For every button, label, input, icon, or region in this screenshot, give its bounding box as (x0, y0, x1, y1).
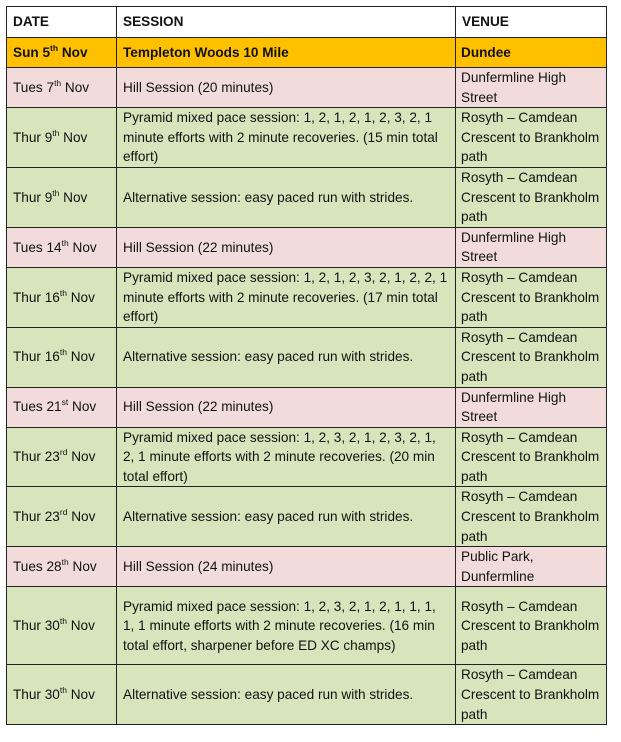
cell-date (7, 267, 117, 327)
table-row (7, 327, 607, 387)
date-ordinal-suffix: th (52, 127, 60, 138)
cell-venue: Dunfermline High Street (456, 387, 607, 427)
cell-venue: Dunfermline High Street (456, 68, 607, 108)
date-text: Thur 30 (13, 687, 60, 703)
header-date: DATE (7, 7, 117, 38)
date-ordinal-suffix: th (59, 347, 67, 358)
table-row (7, 167, 607, 227)
table-row (7, 665, 607, 725)
date-month: Nov (66, 618, 95, 634)
cell-venue: Rosyth – Camdean Crescent to Brankholm path (456, 665, 607, 725)
cell-venue: Rosyth – Camdean Crescent to Brankholm path (456, 167, 607, 227)
cell-session: Alternative session: easy paced run with strides. (117, 327, 456, 387)
table-row (7, 227, 607, 267)
date-month: Nov (66, 289, 95, 305)
date-ordinal-suffix: th (50, 42, 59, 53)
date-text: Tues 14 (13, 239, 62, 255)
cell-session: Alternative session: easy paced run with strides. (117, 487, 456, 547)
date-month: Nov (68, 399, 97, 415)
table-row (7, 267, 607, 327)
date-month: Nov (58, 44, 88, 60)
date-month: Nov (67, 449, 96, 465)
date-ordinal-suffix: th (59, 616, 67, 627)
cell-session: Pyramid mixed pace session: 1, 2, 3, 2, 1, 2, 3, 2, 1, 2, 1 minute efforts with 2 minute recoveries. (20 min total effort) (117, 427, 456, 487)
header-row (7, 7, 607, 38)
date-text: Tues 28 (13, 559, 62, 575)
cell-session: Hill Session (24 minutes) (117, 547, 456, 587)
cell-venue: Dunfermline High Street (456, 227, 607, 267)
cell-session: Pyramid mixed pace session: 1, 2, 1, 2, 1, 2, 3, 2, 1 minute efforts with 2 minute recoveries. (15 min total effort) (117, 108, 456, 168)
table-row (7, 427, 607, 487)
date-text: Thur 9 (13, 189, 53, 205)
table-row (7, 68, 607, 108)
cell-venue: Rosyth – Camdean Crescent to Brankholm path (456, 487, 607, 547)
table-row (7, 38, 607, 68)
cell-venue: Rosyth – Camdean Crescent to Brankholm path (456, 587, 607, 665)
table-row (7, 387, 607, 427)
date-text: Thur 23 (13, 509, 60, 525)
schedule-body (7, 38, 607, 725)
cell-session: Hill Session (22 minutes) (117, 227, 456, 267)
cell-session: Pyramid mixed pace session: 1, 2, 1, 2, 3, 2, 1, 2, 2, 1 minute efforts with 2 minute recoveries. (17 min total effort) (117, 267, 456, 327)
date-ordinal-suffix: th (52, 187, 60, 198)
date-text: Thur 23 (13, 449, 60, 465)
date-text: Thur 9 (13, 129, 53, 145)
cell-date (7, 167, 117, 227)
table-row (7, 547, 607, 587)
date-month: Nov (66, 349, 95, 365)
cell-session: Alternative session: easy paced run with strides. (117, 665, 456, 725)
date-ordinal-suffix: th (61, 237, 69, 248)
table-row (7, 587, 607, 665)
cell-venue: Public Park, Dunfermline (456, 547, 607, 587)
date-ordinal-suffix: rd (59, 447, 68, 458)
cell-venue: Rosyth – Camdean Crescent to Brankholm path (456, 427, 607, 487)
cell-venue: Rosyth – Camdean Crescent to Brankholm path (456, 327, 607, 387)
date-text: Tues 21 (13, 399, 62, 415)
date-ordinal-suffix: rd (59, 507, 68, 518)
date-text: Sun 5 (13, 44, 51, 60)
date-text: Tues 7 (13, 79, 55, 95)
date-ordinal-suffix: th (59, 287, 67, 298)
date-month: Nov (67, 509, 96, 525)
date-month: Nov (68, 559, 97, 575)
table-row (7, 487, 607, 547)
cell-session: Templeton Woods 10 Mile (117, 38, 456, 68)
cell-date (7, 547, 117, 587)
date-month: Nov (59, 129, 88, 145)
cell-date (7, 587, 117, 665)
cell-date (7, 327, 117, 387)
cell-venue: Rosyth – Camdean Crescent to Brankholm path (456, 267, 607, 327)
cell-venue: Rosyth – Camdean Crescent to Brankholm path (456, 108, 607, 168)
date-text: Thur 16 (13, 289, 60, 305)
cell-session: Pyramid mixed pace session: 1, 2, 3, 2, 1, 2, 1, 1, 1, 1, 1 minute efforts with 2 minute recoveries. (16 min total effort, sharpener before ED XC champs) (117, 587, 456, 665)
cell-session: Alternative session: easy paced run with strides. (117, 167, 456, 227)
date-ordinal-suffix: th (54, 77, 62, 88)
date-text: Thur 16 (13, 349, 60, 365)
date-month: Nov (68, 239, 97, 255)
cell-date (7, 108, 117, 168)
date-month: Nov (61, 79, 90, 95)
header-venue: VENUE (456, 7, 607, 38)
cell-date (7, 487, 117, 547)
cell-date (7, 68, 117, 108)
date-ordinal-suffix: th (59, 685, 67, 696)
date-month: Nov (59, 189, 88, 205)
cell-session: Hill Session (22 minutes) (117, 387, 456, 427)
date-ordinal-suffix: st (61, 397, 69, 408)
date-month: Nov (66, 687, 95, 703)
date-text: Thur 30 (13, 618, 60, 634)
cell-date (7, 227, 117, 267)
cell-date (7, 38, 117, 68)
schedule-table (6, 6, 607, 725)
date-ordinal-suffix: th (61, 557, 69, 568)
cell-date (7, 427, 117, 487)
cell-date (7, 665, 117, 725)
cell-session: Hill Session (20 minutes) (117, 68, 456, 108)
cell-venue: Dundee (456, 38, 607, 68)
table-row (7, 108, 607, 168)
cell-date (7, 387, 117, 427)
header-session: SESSION (117, 7, 456, 38)
